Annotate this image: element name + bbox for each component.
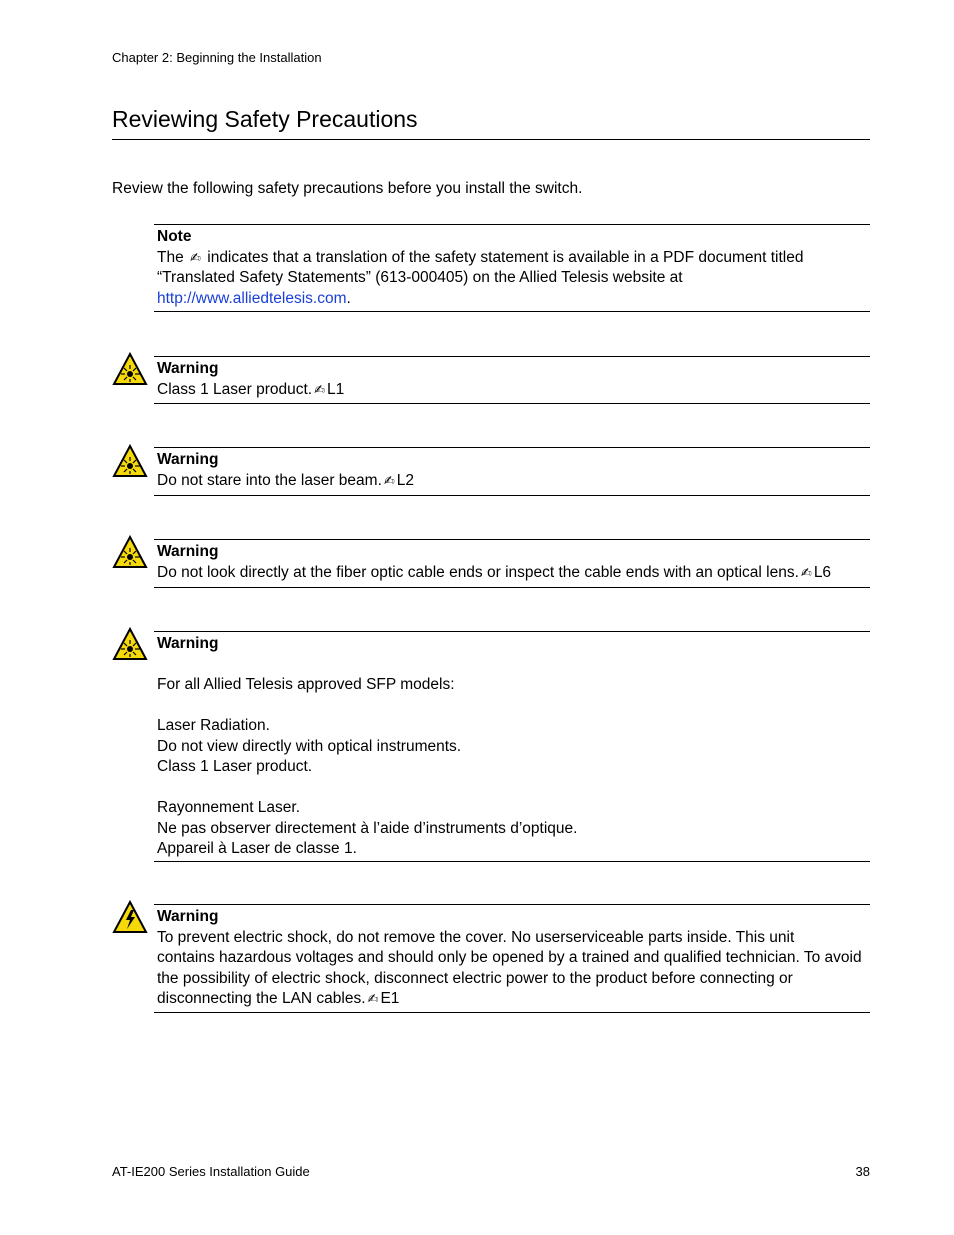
warning-text — [157, 563, 870, 584]
warning-text-body: Do not look directly at the fiber optic cable ends or inspect the cable ends with an optical lens. — [157, 563, 799, 581]
note-line-1-a: The — [157, 248, 184, 266]
warning-line: For all Allied Telesis approved SFP models: — [157, 676, 455, 693]
note-box — [154, 224, 870, 312]
laser-warning-icon — [112, 627, 148, 661]
laser-warning-icon — [112, 535, 148, 569]
alliedtelesis-link[interactable]: http://www.alliedtelesis.com — [157, 289, 347, 307]
warning-line — [157, 989, 870, 1010]
chapter-header: Chapter 2: Beginning the Installation — [112, 50, 322, 65]
warning-line: Ne pas observer directement à l’aide d’instruments d’optique. — [157, 819, 578, 837]
warning-code: L1 — [326, 380, 345, 398]
laser-warning-icon — [112, 352, 148, 386]
footer-guide-title: AT-IE200 Series Installation Guide — [112, 1164, 310, 1179]
note-line-1 — [157, 248, 870, 269]
warning-line: the possibility of electric shock, disconnect electric power to the product before connecting or — [157, 969, 793, 987]
translation-hand-icon: ✍ — [800, 564, 812, 580]
warning-line: Appareil à Laser de classe 1. — [157, 840, 357, 857]
warning-heading: Warning — [157, 635, 219, 652]
warning-line: Class 1 Laser product. — [157, 758, 313, 775]
warning-text-body: Class 1 Laser product. — [157, 380, 313, 398]
warning-box-1 — [154, 356, 870, 404]
translation-hand-icon: ✍ — [367, 991, 379, 1006]
note-heading: Note — [157, 228, 192, 245]
warning-line: Laser Radiation. — [157, 717, 270, 734]
warning-code: L6 — [813, 563, 832, 581]
warning-line: contains hazardous voltages and should only be opened by a trained and qualified technician. To avoid — [157, 949, 862, 966]
electric-shock-warning-icon — [112, 900, 148, 934]
warning-heading: Warning — [157, 451, 219, 468]
warning-box-3 — [154, 539, 870, 588]
page-title: Reviewing Safety Precautions — [112, 106, 870, 140]
warning-box-2 — [154, 447, 870, 496]
intro-text: Review the following safety precautions before you install the switch. — [112, 180, 583, 197]
laser-warning-icon — [112, 444, 148, 478]
warning-heading: Warning — [157, 908, 219, 925]
note-line-2: “Translated Safety Statements” (613-000405) on the Allied Telesis website at — [157, 269, 683, 286]
translation-hand-icon: ✍ — [383, 472, 395, 488]
warning-text-body: disconnecting the LAN cables. — [157, 990, 366, 1007]
translation-hand-icon: ✍ — [190, 249, 201, 265]
warning-heading: Warning — [157, 543, 219, 560]
warning-line: Do not view directly with optical instruments. — [157, 737, 462, 755]
note-line-3 — [157, 289, 870, 310]
warning-line: To prevent electric shock, do not remove the cover. No userserviceable parts inside. This unit — [157, 928, 795, 946]
note-line-1-b: indicates that a translation of the safety statement is available in a PDF document titled — [207, 248, 804, 266]
note-period: . — [346, 289, 351, 307]
page-number: 38 — [855, 1164, 870, 1179]
warning-box-4 — [154, 631, 870, 862]
warning-text-body: Do not stare into the laser beam. — [157, 471, 382, 489]
warning-text — [157, 380, 870, 401]
translation-hand-icon: ✍ — [314, 381, 325, 397]
warning-heading: Warning — [157, 360, 219, 377]
warning-line: Rayonnement Laser. — [157, 799, 301, 816]
warning-box-5 — [154, 904, 870, 1013]
warning-code: L2 — [396, 471, 415, 489]
warning-code: E1 — [380, 990, 400, 1007]
warning-text — [157, 471, 870, 492]
